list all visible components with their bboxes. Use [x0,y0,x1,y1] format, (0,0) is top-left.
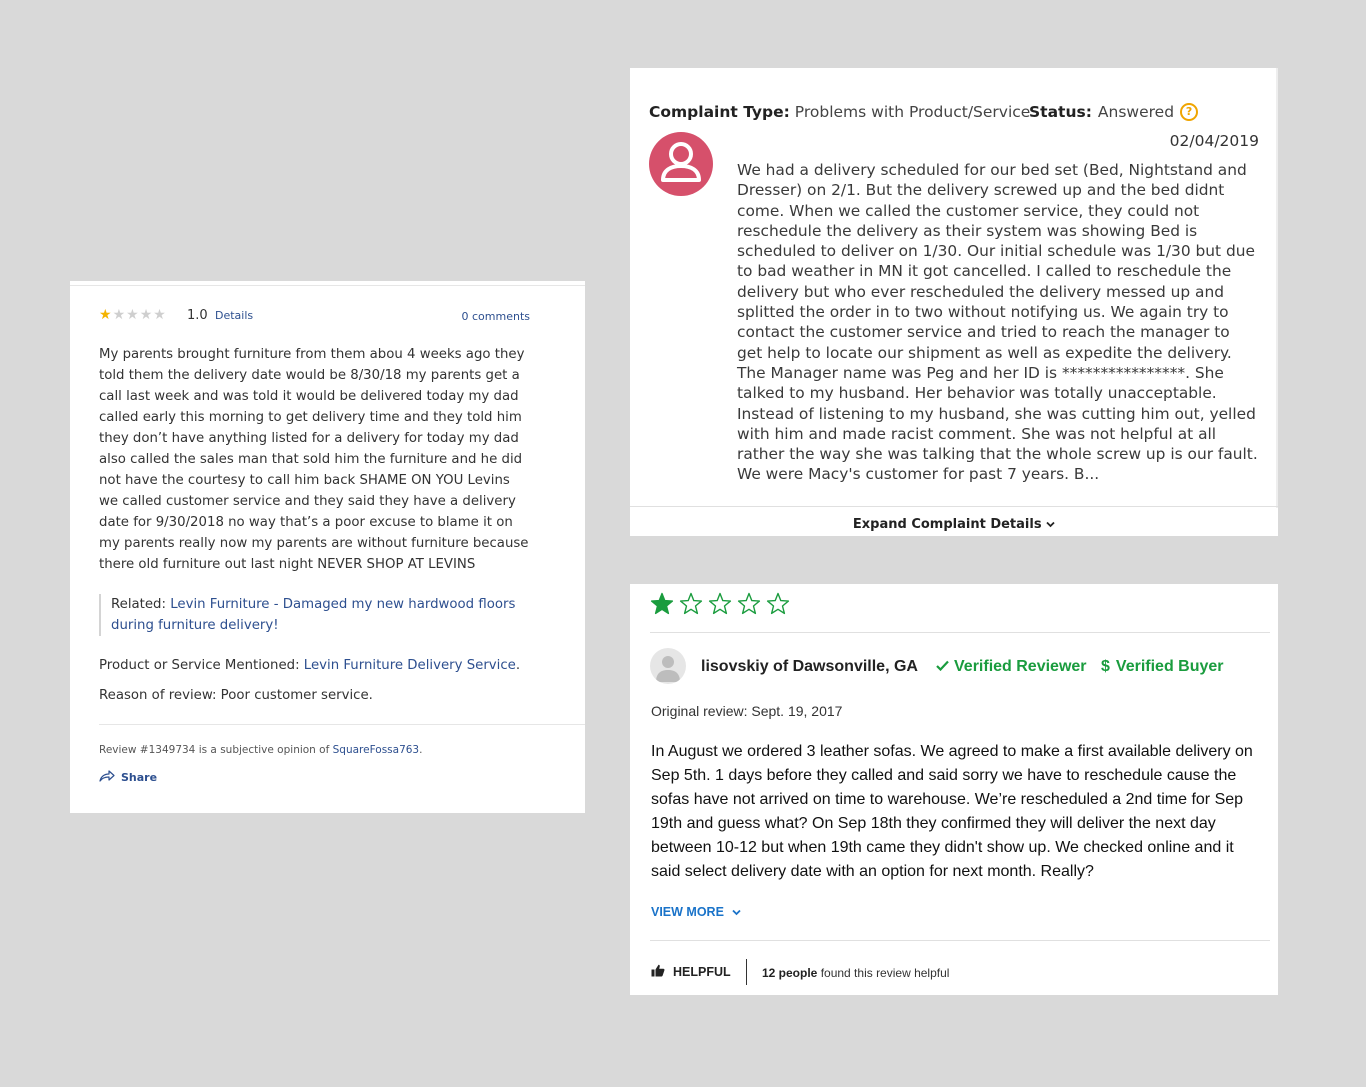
star-filled-icon: ★ [99,307,113,323]
helpful-count-suffix: found this review helpful [817,966,950,980]
review-header [99,307,530,327]
reviewer-link[interactable]: SquareFossa763 [332,744,420,756]
complaint-card [630,68,1278,536]
complaint-type-value: Problems with Product/Service [794,103,1031,121]
expand-bar [630,506,1278,537]
rating-value: 1.0 [187,308,208,323]
product-suffix: . [515,658,521,673]
star-empty-icon [679,592,703,621]
verified-reviewer-badge [936,658,1087,676]
help-icon[interactable]: ? [1180,103,1198,121]
expand-label: Expand Complaint Details [852,517,1042,532]
star-rating [650,592,790,621]
review-reason: Reason of review: Poor customer service. [99,688,373,703]
checkmark-icon [936,658,949,676]
product-label: Product or Service Mentioned: [99,658,304,673]
star-empty-icon [708,592,732,621]
expand-complaint-button[interactable] [630,517,1278,532]
share-label: Share [121,771,158,784]
star-rating [99,307,167,323]
footer-divider [650,940,1270,941]
helpful-separator [746,959,747,985]
related-review [99,594,531,636]
review-footer [99,744,422,756]
helpful-label: HELPFUL [673,965,731,979]
complaint-type-label: Complaint Type: [649,103,790,121]
complaint-type [649,103,1030,121]
comments-link[interactable]: 0 comments [461,310,530,323]
card-edge [1276,68,1278,508]
avatar [650,648,686,684]
review-card-right [630,584,1278,995]
thumbs-up-icon [651,964,665,980]
status-label: Status: [1029,103,1092,121]
original-review-date: Original review: Sept. 19, 2017 [651,703,843,719]
helpful-count [762,966,949,980]
dollar-icon: $ [1101,658,1110,675]
verified-buyer-badge [1101,658,1224,676]
star-empty-icon [737,592,761,621]
header-divider [650,632,1270,633]
share-button[interactable] [99,770,157,785]
review-body: In August we ordered 3 leather sofas. We agreed to make a first available delivery on Sep 5th. 1 days before they called and said sorry we have to reschedule cause the sofas have not arrived on time to warehouse. We’re rescheduled a 2nd time for Sep 19th and guess what? On Sep 18th they confirmed they will deliver the next day between 10-12 but when 19th came they didn't show up. We checked online and it said select delivery date with an option for next month. Really? [651,743,1253,880]
review-card-left [70,281,585,813]
star-empty-icon: ★ [112,307,127,323]
reviewer-name[interactable]: lisovskiy of Dawsonville, GA [701,658,918,675]
complaint-date: 02/04/2019 [1169,132,1259,150]
footer-divider [99,724,585,725]
view-more-label: VIEW MORE [651,905,724,919]
product-mentioned [99,655,520,676]
chevron-down-icon [732,905,741,919]
star-filled-icon [650,592,674,621]
helpful-count-value: 12 people [762,966,818,980]
star-empty-icon: ★ [126,307,140,323]
related-label: Related: [111,597,171,612]
chevron-down-icon [1046,517,1055,532]
complaint-body: We had a delivery scheduled for our bed set (Bed, Nightstand and Dresser) on 2/1. But the delivery screwed up and the bed didnt come. When we called the customer service, they could not reschedule the delivery as their system was showing Bed is scheduled to deliver on 1/30. Our initial schedule was 1/30 but due to bad weather in MN it got cancelled. I called to reschedule the delivery but who ever rescheduled the delivery messed up and splitted the order in to two without notifying us. We again try to contact the customer service and tried to reach the manager to get help to locate our shipment as well as expedite the delivery. The Manager name was Peg and her ID is ****************. She talked to my husband. Her behavior was totally unacceptable. Instead of listening to my husband, she was cutting him out, yelled with him and made racist comment. She was not helpful at all rather the way she was talking that the whole screw up is our fault. We were Macy's customer for past 7 years. B... [737,161,1258,484]
footer-prefix: Review #1349734 is a subjective opinion of [99,744,333,756]
view-more-button[interactable] [651,905,741,919]
share-icon [99,770,115,785]
related-link[interactable]: Levin Furniture - Damaged my new hardwood floors during furniture delivery! [111,597,516,633]
status-value: Answered [1097,103,1175,121]
star-empty-icon: ★ [153,307,167,323]
details-link[interactable]: Details [215,309,254,322]
star-empty-icon: ★ [139,307,154,323]
user-avatar-icon [649,132,713,200]
complaint-status [1029,103,1198,121]
helpful-button[interactable] [651,964,731,980]
footer-suffix: . [419,744,423,756]
review-body: My parents brought furniture from them abou 4 weeks ago they told them the delivery date would be 8/30/18 my parents get a call last week and was told it would be delivered today my dad called early this morning to get delivery time and they told him they don’t have anything listed for a delivery for today my dad also called the sales man that sold him the furniture and he did not have the courtesy to call him back SHAME ON YOU Levins we called customer service and they said they have a delivery date for 9/30/2018 no way that’s a poor excuse to blame it on my parents really now my parents are without furniture because there old furniture out last night NEVER SHOP AT LEVINS [99,347,529,572]
top-divider [70,285,585,286]
verified-reviewer-label: Verified Reviewer [954,658,1087,675]
star-empty-icon [766,592,790,621]
verified-buyer-label: Verified Buyer [1115,658,1224,675]
product-link[interactable]: Levin Furniture Delivery Service [303,658,516,673]
